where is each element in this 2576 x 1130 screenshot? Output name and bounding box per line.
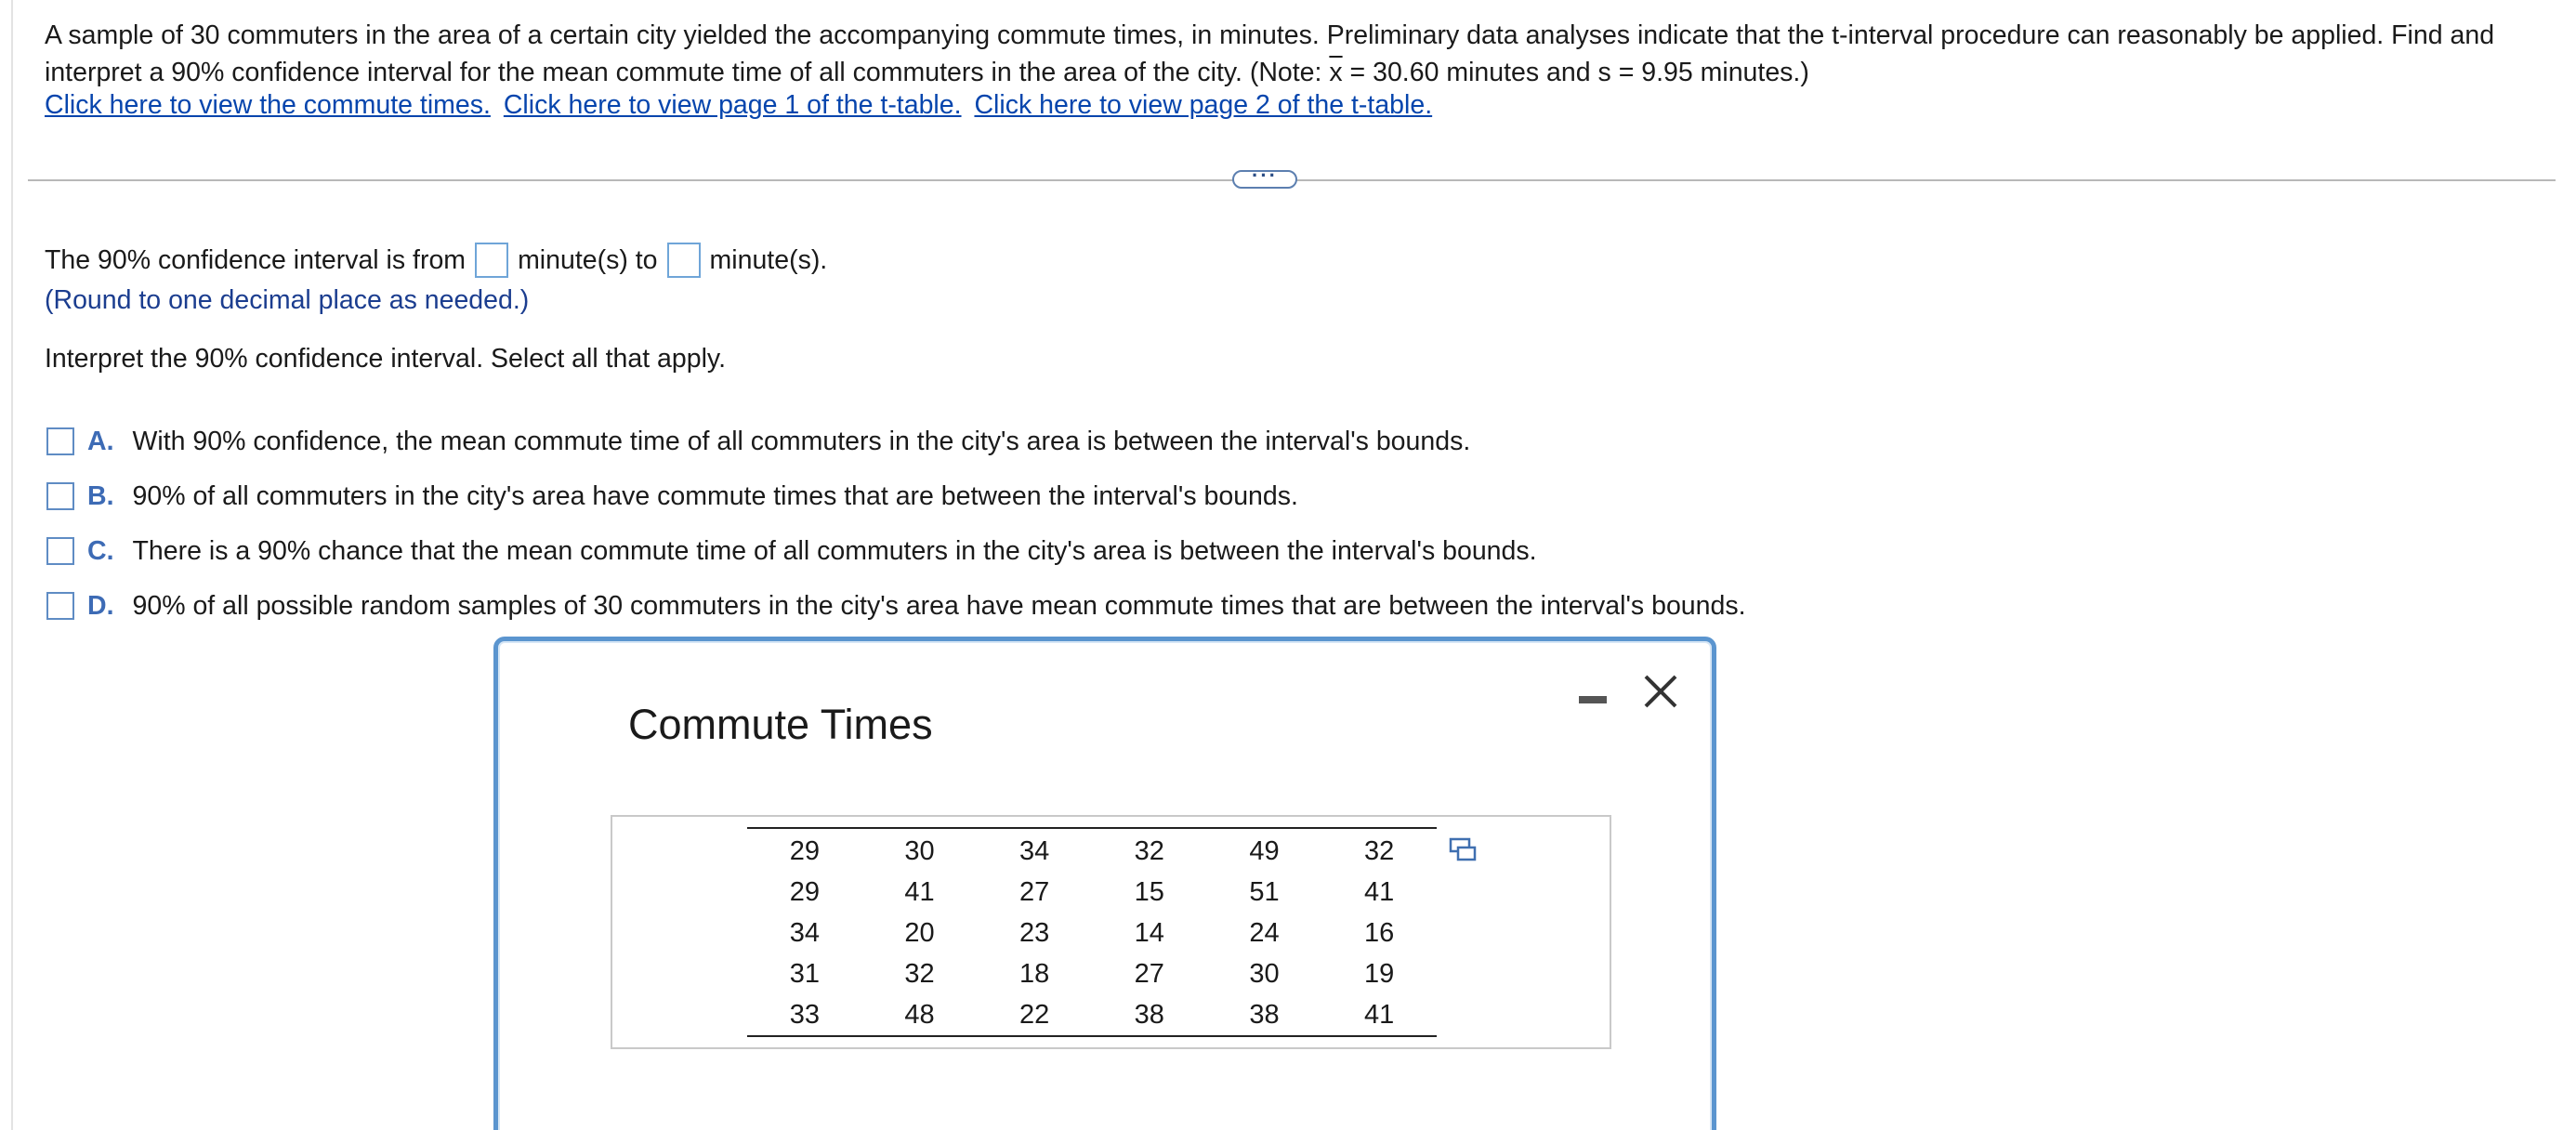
- table-row: [747, 828, 1437, 872]
- question-text: [45, 17, 2544, 91]
- option-c-letter: C.: [87, 536, 114, 566]
- table-cell: 38: [1249, 999, 1280, 1030]
- table-cell: 32: [1134, 835, 1164, 866]
- option-b[interactable]: [46, 478, 1298, 515]
- table-cell: 41: [1364, 999, 1395, 1030]
- table-cell: 31: [789, 958, 820, 989]
- table-cell: 41: [904, 876, 935, 907]
- minimize-icon[interactable]: [1579, 696, 1607, 703]
- commute-times-table: [747, 827, 1437, 1037]
- option-b-letter: B.: [87, 481, 114, 511]
- link-t-table-page-1[interactable]: Click here to view page 1 of the t-table.: [503, 90, 962, 120]
- xbar-symbol: $\overline{x}$: [1329, 58, 1343, 87]
- option-a-text: With 90% confidence, the mean commute time of all commuters in the city's area is between the interval's bounds.: [132, 427, 1471, 456]
- commute-times-popup: [493, 637, 1716, 1130]
- table-cell: 48: [904, 999, 935, 1030]
- option-d-text: 90% of all possible random samples of 30 commuters in the city's area have mean commute times that are between the interval's bounds.: [132, 591, 1746, 621]
- option-b-checkbox[interactable]: [46, 482, 74, 510]
- table-cell: 15: [1134, 876, 1164, 907]
- table-cell: 30: [904, 835, 935, 866]
- table-cell: 30: [1249, 958, 1280, 989]
- answer-line: [45, 241, 827, 280]
- option-a-letter: A.: [87, 427, 114, 456]
- option-c[interactable]: [46, 532, 1537, 570]
- copy-icon[interactable]: [1449, 837, 1477, 863]
- left-border: [11, 0, 13, 1130]
- table-cell: 32: [904, 958, 935, 989]
- table-cell: 24: [1249, 917, 1280, 948]
- lower-bound-input[interactable]: [475, 243, 508, 278]
- table-row: [747, 913, 1437, 953]
- question-text-part2: = 30.60 minutes and s = 9.95 minutes.): [1342, 58, 1809, 87]
- interpret-prompt: Interpret the 90% confidence interval. Select all that apply.: [45, 344, 726, 374]
- table-cell: 29: [789, 876, 820, 907]
- table-cell: 27: [1134, 958, 1164, 989]
- table-cell: 19: [1364, 958, 1395, 989]
- option-c-checkbox[interactable]: [46, 537, 74, 565]
- table-cell: 20: [904, 917, 935, 948]
- table-cell: 18: [1019, 958, 1050, 989]
- option-a[interactable]: [46, 423, 1470, 460]
- table-cell: 16: [1364, 917, 1395, 948]
- option-b-text: 90% of all commuters in the city's area have commute times that are between the interval's bounds.: [132, 481, 1298, 511]
- table-row: [747, 994, 1437, 1036]
- table-cell: 32: [1364, 835, 1395, 866]
- option-d[interactable]: [46, 587, 1746, 624]
- link-commute-times[interactable]: Click here to view the commute times.: [45, 90, 491, 120]
- table-row: [747, 872, 1437, 913]
- resource-links: [45, 86, 1438, 124]
- table-cell: 27: [1019, 876, 1050, 907]
- table-row: [747, 953, 1437, 994]
- table-cell: 34: [1019, 835, 1050, 866]
- round-note: (Round to one decimal place as needed.): [45, 285, 530, 315]
- option-d-letter: D.: [87, 591, 114, 621]
- table-cell: 51: [1249, 876, 1280, 907]
- answer-middle: minute(s) to: [518, 245, 658, 275]
- table-cell: 33: [789, 999, 820, 1030]
- table-cell: 41: [1364, 876, 1395, 907]
- option-c-text: There is a 90% chance that the mean commute time of all commuters in the city's area is between the interval's bounds.: [132, 536, 1537, 566]
- more-button[interactable]: ···: [1232, 170, 1297, 189]
- question-text-part1: A sample of 30 commuters in the area of a certain city yielded the accompanying commute times, in minutes. Preliminary data analyses indicate that the t-interval procedure can reasonably be applied. Find and interpret a 90% confidence interval for the mean commute time of all commuters in the area of the city. (Note:: [45, 20, 2495, 87]
- close-icon[interactable]: [1640, 671, 1681, 712]
- data-frame: [611, 815, 1611, 1049]
- table-cell: 49: [1249, 835, 1280, 866]
- table-cell: 14: [1134, 917, 1164, 948]
- upper-bound-input[interactable]: [667, 243, 701, 278]
- answer-prefix: The 90% confidence interval is from: [45, 245, 467, 275]
- link-t-table-page-2[interactable]: Click here to view page 2 of the t-table.: [974, 90, 1433, 120]
- table-cell: 34: [789, 917, 820, 948]
- popup-title: Commute Times: [628, 701, 933, 748]
- option-d-checkbox[interactable]: [46, 592, 74, 620]
- table-cell: 29: [789, 835, 820, 866]
- option-a-checkbox[interactable]: [46, 427, 74, 455]
- table-cell: 38: [1134, 999, 1164, 1030]
- table-cell: 22: [1019, 999, 1050, 1030]
- answer-suffix: minute(s).: [709, 245, 828, 275]
- table-cell: 23: [1019, 917, 1050, 948]
